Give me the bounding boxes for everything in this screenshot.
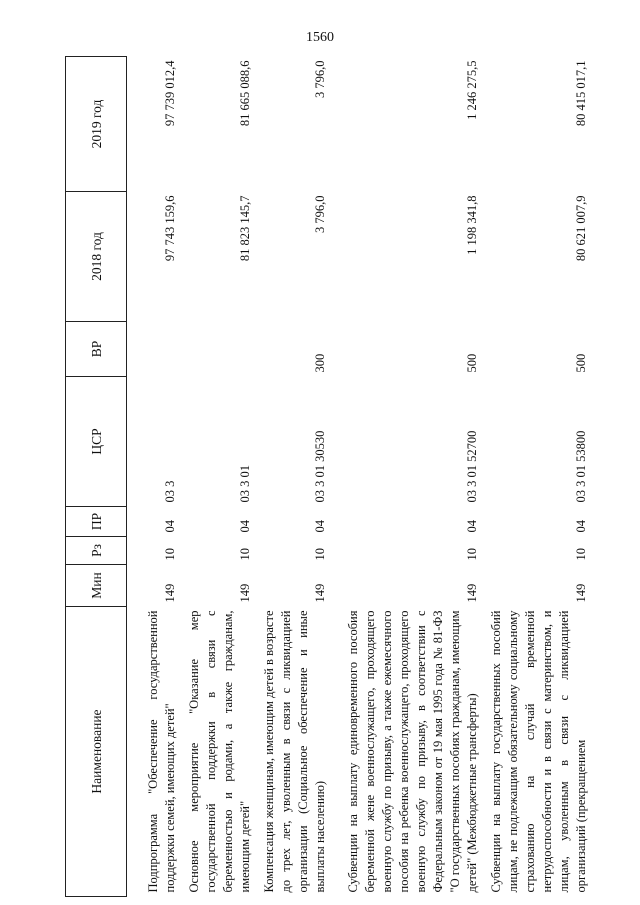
row-min: 149 <box>313 583 327 603</box>
row-2018: 3 796,0 <box>313 195 327 233</box>
row-2019: 97 739 012,4 <box>163 60 177 127</box>
header-vr: ВР <box>66 322 127 377</box>
budget-table <box>65 56 597 897</box>
row-2018: 1 198 341,8 <box>465 195 479 255</box>
row-2018: 97 743 159,6 <box>163 195 177 262</box>
row-2019: 80 415 017,1 <box>574 60 588 127</box>
header-min: Мин <box>66 565 127 607</box>
rotated-table-sheet <box>65 57 588 897</box>
row-rz: 10 <box>238 548 252 561</box>
table-header-row <box>66 57 127 897</box>
row-name: Подпрограмма "Обеспечение государственной поддержки семей, имеющих детей" <box>146 610 177 893</box>
row-name: Компенсация женщинам, имеющим детей в возрасте до трех лет, уволенным в связи с ликвидацией организации (Социальное обеспечение и иные выплаты населению) <box>262 610 327 893</box>
row-pr: 04 <box>238 520 252 533</box>
row-name: Субвенции на выплату единовременного пособия беременной жене военнослужащего, проходящего военную службу по призыву, а также ежемесячного пособия на ребенка военнослужащего, проходящего военную службу по призыву, в соответствии с Федеральным законом от 19 мая 1995 года № 81-ФЗ "О государственных пособиях гражданам, имеющим детей" (Межбюджетные трансферты) <box>346 610 479 893</box>
row-pr: 04 <box>313 520 327 533</box>
row-rz: 10 <box>313 548 327 561</box>
table-row <box>488 57 597 897</box>
row-vr <box>186 322 261 377</box>
row-min: 149 <box>465 583 479 603</box>
row-csr: 03 3 01 <box>238 465 252 503</box>
table-row <box>186 57 261 897</box>
row-rz: 10 <box>163 548 177 561</box>
row-vr: 500 <box>465 353 479 373</box>
table-row <box>261 57 336 897</box>
row-vr: 300 <box>313 353 327 373</box>
header-csr: ЦСР <box>66 377 127 507</box>
row-rz: 10 <box>465 548 479 561</box>
row-csr: 03 3 01 30530 <box>313 430 327 503</box>
row-name: Основное мероприятие "Оказание мер государственной поддержки в связи с беременностью и родами, а также гражданам, имеющим детей" <box>187 610 252 893</box>
row-csr: 03 3 01 53800 <box>574 430 588 503</box>
row-2019: 1 246 275,5 <box>465 60 479 120</box>
row-vr <box>127 322 187 377</box>
header-2019: 2019 год <box>66 57 127 192</box>
table-row <box>336 57 488 897</box>
table-row <box>127 57 187 897</box>
row-csr: 03 3 <box>163 480 177 503</box>
row-min: 149 <box>163 583 177 603</box>
row-rz: 10 <box>574 548 588 561</box>
row-min: 149 <box>574 583 588 603</box>
header-rz: Рз <box>66 537 127 565</box>
row-pr: 04 <box>163 520 177 533</box>
row-pr: 04 <box>465 520 479 533</box>
row-name: Субвенции на выплату государственных пособий лицам, не подлежащим обязательному социальному страхованию на случай временной нетрудоспособности и в связи с материнством, и лицам, уволенным в связи с ликвидацией организаций (прекращением <box>489 610 588 893</box>
row-2019: 81 665 088,6 <box>238 60 252 127</box>
row-vr: 500 <box>574 353 588 373</box>
row-2018: 80 621 007,9 <box>574 195 588 262</box>
row-pr: 04 <box>574 520 588 533</box>
header-2018: 2018 год <box>66 192 127 322</box>
row-min: 149 <box>238 583 252 603</box>
row-2019: 3 796,0 <box>313 60 327 98</box>
header-pr: ПР <box>66 507 127 537</box>
row-csr: 03 3 01 52700 <box>465 430 479 503</box>
page-number: 1560 <box>306 30 334 45</box>
row-2018: 81 823 145,7 <box>238 195 252 262</box>
header-name: Наименование <box>66 607 127 897</box>
